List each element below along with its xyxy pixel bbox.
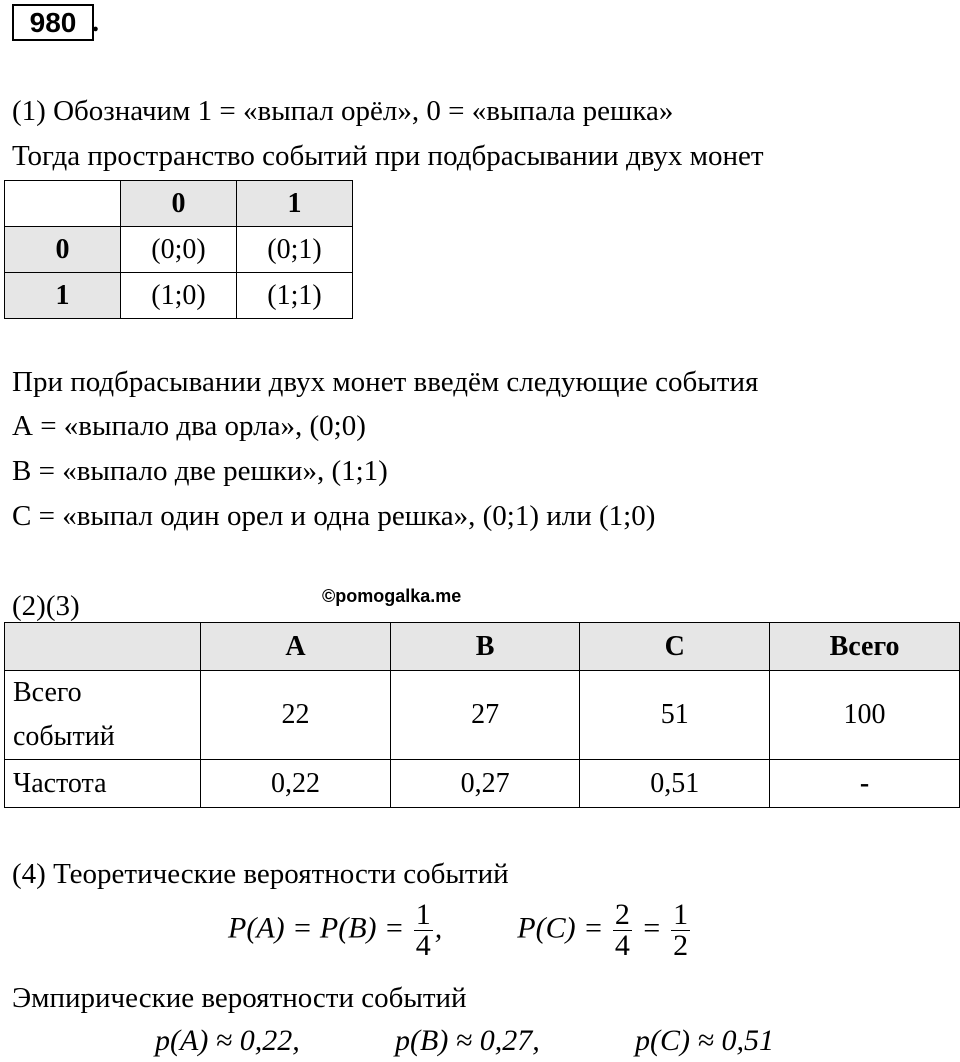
- table-row-header: [5, 671, 201, 760]
- table-cell: 51: [580, 671, 770, 760]
- table-cell: 100: [770, 671, 960, 760]
- fraction-numerator: 1: [673, 898, 689, 931]
- table-row: [5, 671, 960, 760]
- fraction-one-quarter: [414, 900, 433, 961]
- frequency-table: [4, 622, 960, 808]
- table-cell: (1;1): [237, 273, 353, 319]
- fraction-numerator: 1: [415, 898, 431, 931]
- table-cell: -: [770, 760, 960, 808]
- table-cell: (0;1): [237, 227, 353, 273]
- part1-line1: (1) Обозначим 1 = «выпал орёл», 0 = «выпала решка»: [12, 95, 674, 127]
- fraction-numerator: 2: [614, 898, 630, 931]
- empirical-c: p(C) ≈ 0,51: [635, 1024, 774, 1057]
- formula2-lhs: P(C) =: [517, 911, 604, 945]
- table-header-cell: Всего: [770, 623, 960, 671]
- table-row-header: Частота: [5, 760, 201, 808]
- fraction-one-half: [671, 900, 690, 961]
- fraction-denominator: 4: [614, 929, 630, 962]
- events-intro: При подбрасывании двух монет введём следующие события: [12, 366, 759, 398]
- table-row: [5, 760, 960, 808]
- table-row-header: 1: [5, 273, 121, 319]
- table-header-cell: 1: [237, 181, 353, 227]
- empirical-b: p(B) ≈ 0,27,: [395, 1024, 540, 1057]
- outcome-space-table: [4, 180, 353, 319]
- empirical-title: Эмпирические вероятности событий: [12, 982, 467, 1014]
- part23-label: (2)(3): [12, 590, 80, 622]
- formula1-tail: ,: [434, 911, 443, 945]
- table-row-header: 0: [5, 227, 121, 273]
- fraction-denominator: 4: [415, 929, 431, 962]
- formula1-lhs: P(A) = P(B) =: [228, 911, 405, 945]
- table-header-cell: 0: [121, 181, 237, 227]
- table-cell: 0,27: [390, 760, 580, 808]
- event-a: А = «выпало два орла», (0;0): [12, 410, 366, 442]
- formula2-equals: =: [641, 911, 662, 945]
- table-row: [5, 623, 960, 671]
- part4-title: (4) Теоретические вероятности событий: [12, 858, 509, 890]
- table-row: [5, 181, 353, 227]
- empirical-a: p(A) ≈ 0,22,: [155, 1024, 300, 1057]
- theoretical-formula: [228, 900, 692, 961]
- table-header-cell: B: [390, 623, 580, 671]
- table-corner-cell: [5, 181, 121, 227]
- table-cell: (1;0): [121, 273, 237, 319]
- fraction-denominator: 2: [673, 929, 689, 962]
- row-label-line1: Всего: [13, 677, 82, 708]
- row-label-line2: событий: [13, 721, 115, 752]
- table-cell: 0,51: [580, 760, 770, 808]
- table-header-cell: A: [201, 623, 391, 671]
- part1-line2: Тогда пространство событий при подбрасывании двух монет: [12, 140, 764, 172]
- problem-number: 980: [12, 4, 94, 41]
- table-row: [5, 227, 353, 273]
- table-cell: 27: [390, 671, 580, 760]
- event-c: С = «выпал один орел и одна решка», (0;1) или (1;0): [12, 500, 656, 532]
- problem-number-dot: .: [92, 7, 99, 38]
- table-corner-cell: [5, 623, 201, 671]
- table-header-cell: C: [580, 623, 770, 671]
- table-cell: 0,22: [201, 760, 391, 808]
- table-cell: 22: [201, 671, 391, 760]
- table-cell: (0;0): [121, 227, 237, 273]
- fraction-two-quarters: [613, 900, 632, 961]
- watermark: ©pomogalka.me: [322, 586, 462, 606]
- event-b: В = «выпало две решки», (1;1): [12, 455, 388, 487]
- table-row: [5, 273, 353, 319]
